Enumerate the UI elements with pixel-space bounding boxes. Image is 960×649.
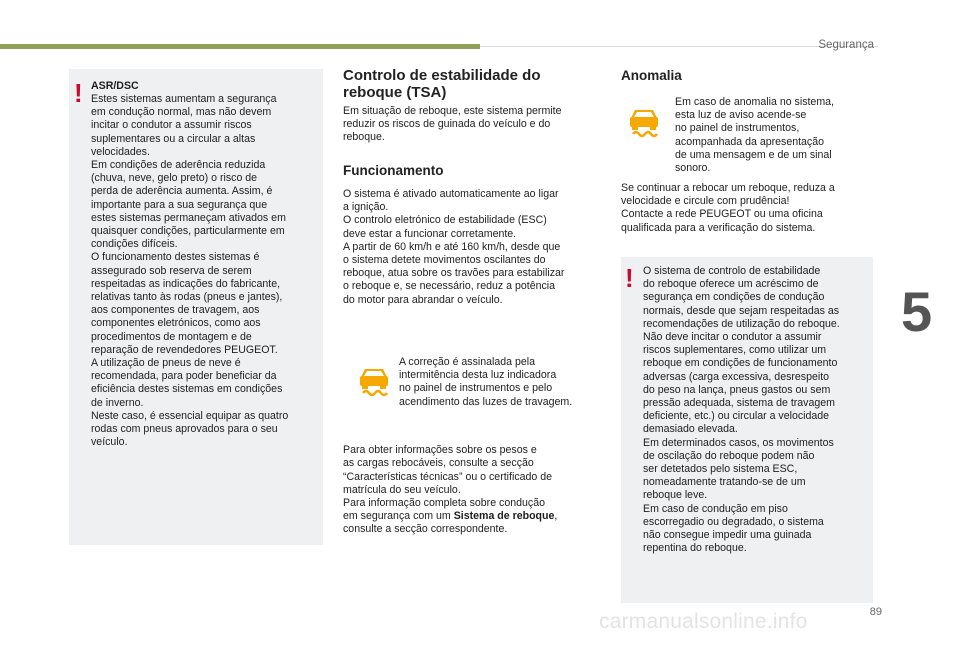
watermark: carmanualsonline.info: [599, 610, 808, 633]
correction-lamp-text: A correção é assinalada pela intermitência desta luz indicadora no painel de instrumentos e pelo acendimento das luzes de travagem.: [399, 356, 573, 408]
warning-exclamation-icon: !: [74, 78, 83, 108]
header-accent-bar: [0, 44, 480, 49]
tsa-intro-text: Em situação de reboque, este sistema permite reduzir os riscos de guinada do veículo e do reboque.: [343, 105, 562, 144]
towing-info-text-part-2: , consulte a secção correspondente.: [343, 510, 558, 536]
trailer-stability-fault-lamp-icon: [625, 104, 663, 140]
warning-exclamation-icon: !: [625, 263, 634, 293]
funcionamento-text: O sistema é ativado automaticamente ao ligar a ignição. O controlo eletrónico de estabilidade (ESC) deve estar a funcionar corretamente. A partir de 60 km/h e até 160 km/h, desde que o sistema detete movimentos oscilantes do reboque, atua sobre os travões para estabilizar o reboque e, se necessário, reduz a potência do motor para abrandar o veículo.: [343, 188, 565, 306]
tsa-warning-text: O sistema de controlo de estabilidade do reboque oferece um acréscimo de segurança em condições de condução normais, desde que sejam respeitadas as recomendações de utilização do reboque. Não deve incitar o condutor a assumir riscos suplementares, como utilizar um reboque em condições de funcionamento adversas (carga excessiva, desrespeito do peso na lança, pneus gastos ou sem pressão adequada, sistema de travagem deficiente, etc.) ou circular a velocidade demasiado elevada. Em determinados casos, os movimentos de oscilação do reboque podem não ser detetados pelo sistema ESC, nomeadamente tratando-se de um reboque leve. Em caso de condução em piso escorregadio ou degradado, o sistema não consegue impedir uma guinada repentina do reboque.: [643, 265, 840, 555]
page-number: 89: [869, 606, 882, 618]
anomalia-heading: Anomalia: [621, 68, 682, 83]
towing-info-text-part-1: Para obter informações sobre os pesos e as cargas rebocáveis, consulte a secção “Características técnicas” ou o certificado de matrícula do seu veículo. Para informação completa sobre condução em segurança com um: [343, 444, 553, 523]
asr-dsc-text: Estes sistemas aumentam a segurança em condução normal, mas não devem incitar o condutor a assumir riscos suplementares ou a circular a altas velocidades. Em condições de aderência reduzida (chuva, neve, gelo preto) o risco de perda de aderência aumenta. Assim, é importante para a sua segurança que estes sistemas permaneçam ativados em quaisquer condições, particularmente em condições difíceis. O funcionamento destes sistemas é assegurado sob reserva de serem respeitadas as indicações do fabricante, relativas tanto às rodas (pneus e jantes), aos componentes de travagem, aos componentes eletrónicos, como aos procedimentos de montagem e de reparação de revendedores PEUGEOT. A utilização de pneus de neve é recomendada, para poder beneficiar da eficiência destes sistemas em condições de inverno. Neste caso, é essencial equipar as quatro rodas com pneus aprovados para o seu veículo.: [91, 93, 289, 449]
trailer-stability-warning-lamp-icon: [355, 363, 393, 399]
towing-system-link-text: Sistema de reboque: [453, 510, 555, 523]
fault-lamp-text: Em caso de anomalia no sistema, esta luz de aviso acende-se no painel de instrumentos, acompanhada da apresentação de uma mensagem e de um sinal sonoro.: [675, 96, 834, 175]
asr-dsc-title: ASR/DSC: [91, 80, 139, 92]
towing-info-text: [343, 431, 603, 537]
chapter-number: 5: [901, 280, 933, 343]
fault-advice-text: Se continuar a rebocar um reboque, reduza a velocidade e circule com prudência! Contacte a rede PEUGEOT ou uma oficina qualificada para a verificação do sistema.: [621, 182, 835, 234]
section-title: Segurança: [818, 39, 874, 51]
funcionamento-heading: Funcionamento: [343, 163, 444, 178]
tsa-heading: Controlo de estabilidade do reboque (TSA): [343, 67, 541, 101]
